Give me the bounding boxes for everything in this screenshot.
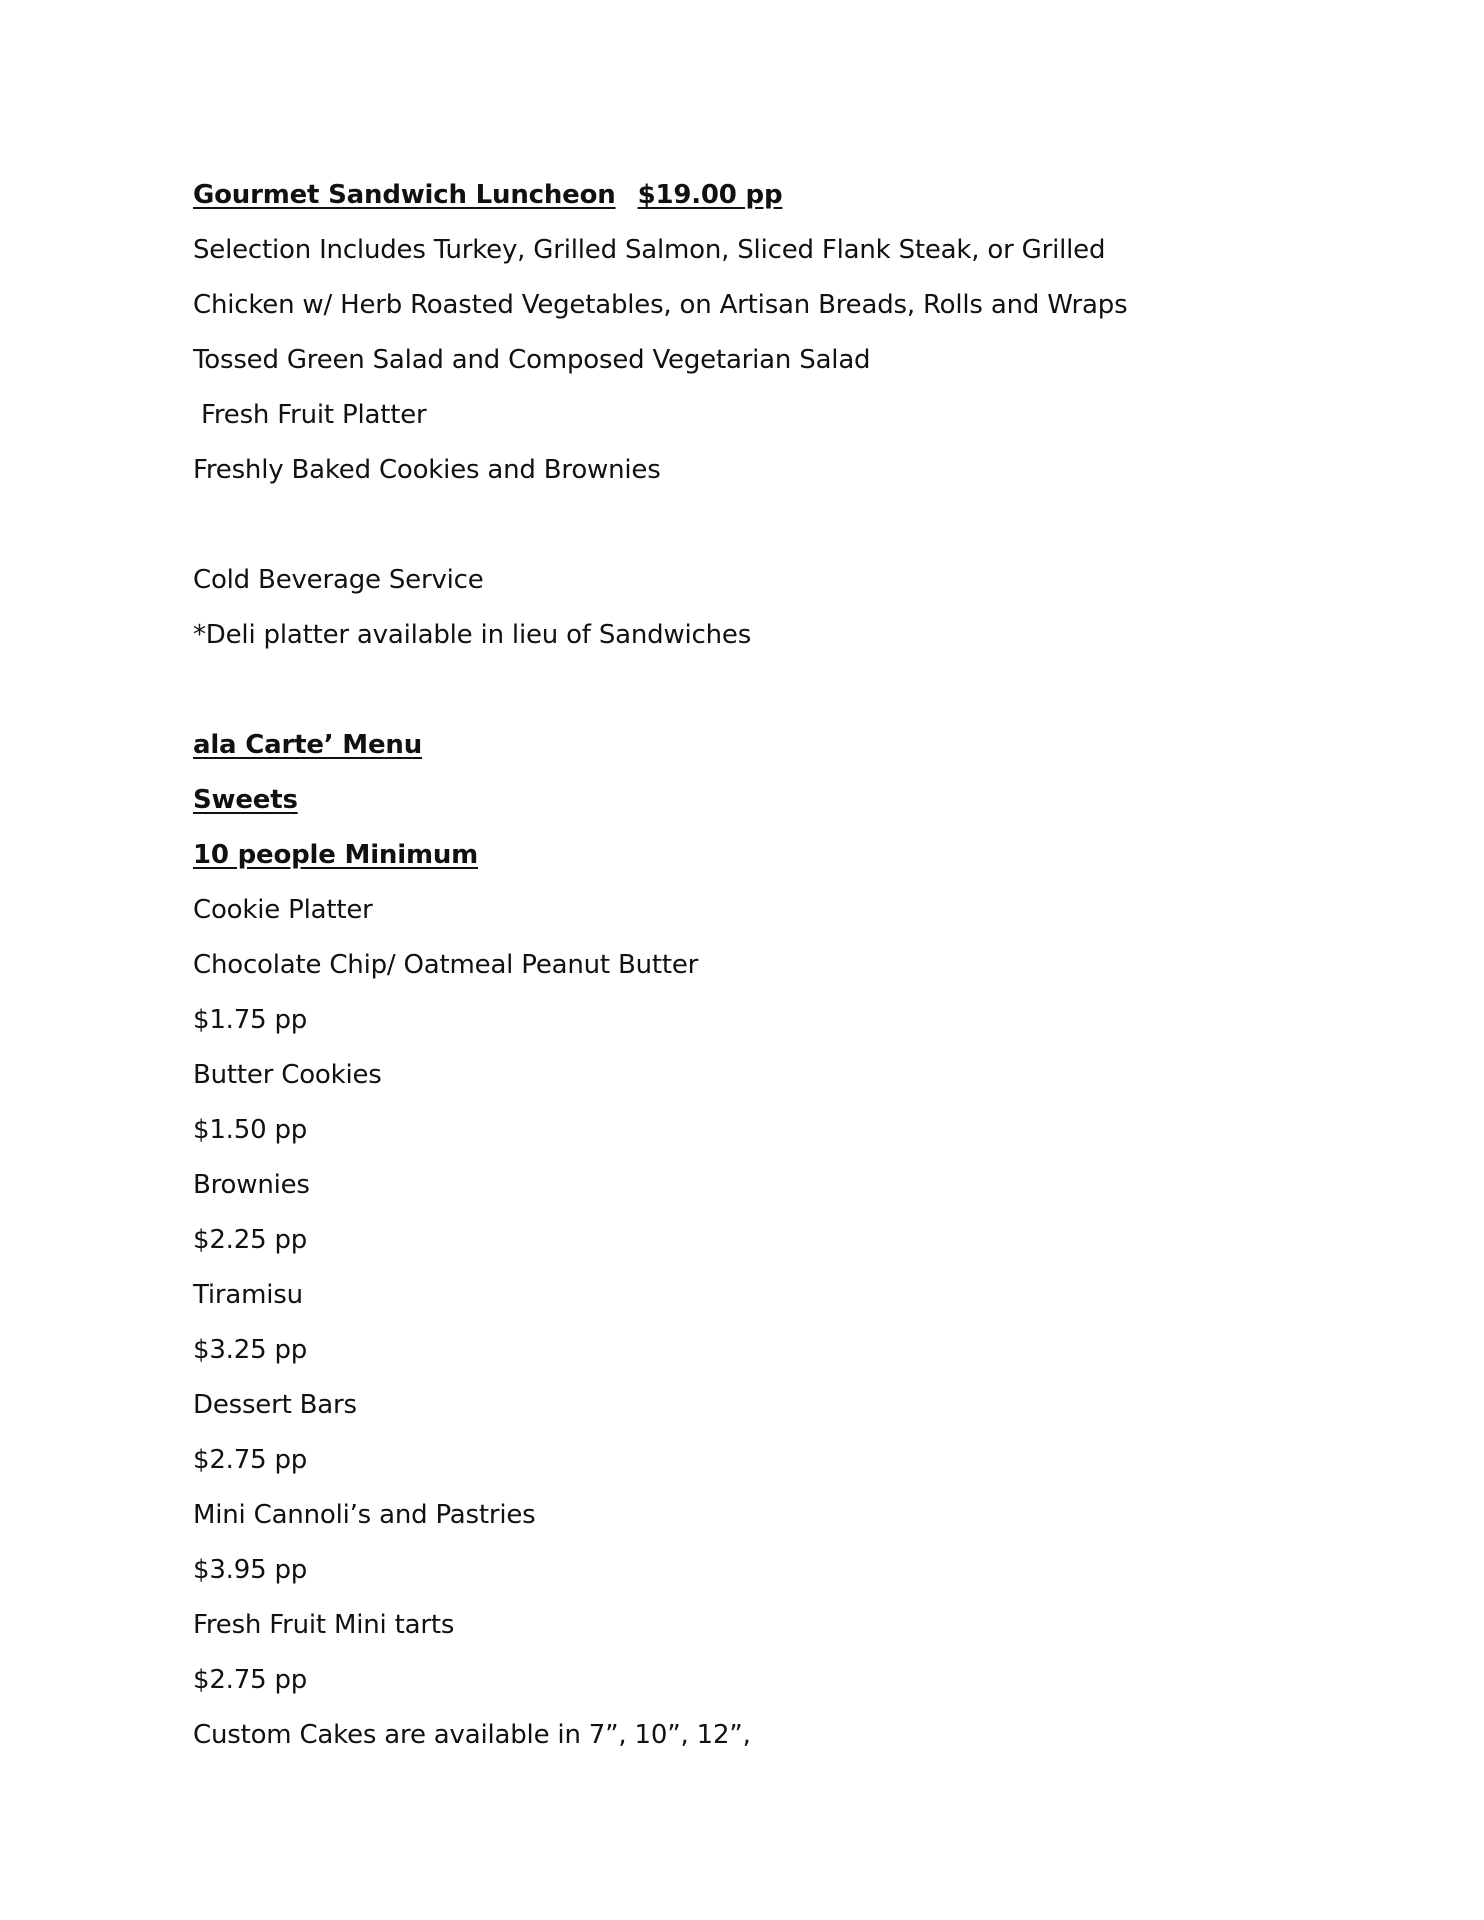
- sweets-heading: Sweets: [193, 785, 298, 815]
- item-name: Butter Cookies: [193, 1060, 382, 1090]
- luncheon-title: Gourmet Sandwich Luncheon: [193, 180, 616, 210]
- item-name: Tiramisu: [193, 1280, 303, 1310]
- item-price: $2.75 pp: [193, 1665, 308, 1695]
- luncheon-line: Fresh Fruit Platter: [201, 400, 427, 430]
- item-name: Fresh Fruit Mini tarts: [193, 1610, 455, 1640]
- luncheon-line: Freshly Baked Cookies and Brownies: [193, 455, 661, 485]
- ala-carte-title: ala Carte’ Menu: [193, 730, 423, 760]
- item-name: Cookie Platter: [193, 895, 373, 925]
- item-price: $1.75 pp: [193, 1005, 308, 1035]
- beverage-line: Cold Beverage Service: [193, 565, 484, 595]
- deli-note: *Deli platter available in lieu of Sandwiches: [193, 620, 752, 650]
- item-name: Dessert Bars: [193, 1390, 357, 1420]
- luncheon-line: Tossed Green Salad and Composed Vegetarian Salad: [193, 345, 871, 375]
- luncheon-line: Selection Includes Turkey, Grilled Salmon, Sliced Flank Steak, or Grilled: [193, 235, 1106, 265]
- item-detail: Chocolate Chip/ Oatmeal Peanut Butter: [193, 950, 699, 980]
- minimum-heading: 10 people Minimum: [193, 840, 479, 870]
- item-price: $2.75 pp: [193, 1445, 308, 1475]
- item-name: Brownies: [193, 1170, 310, 1200]
- item-price: $1.50 pp: [193, 1115, 308, 1145]
- item-price: $3.25 pp: [193, 1335, 308, 1365]
- luncheon-heading: [193, 168, 1343, 223]
- item-name: Mini Cannoli’s and Pastries: [193, 1500, 536, 1530]
- menu-content: [193, 168, 1343, 1763]
- blank-line: [193, 498, 1343, 553]
- luncheon-line: Chicken w/ Herb Roasted Vegetables, on Artisan Breads, Rolls and Wraps: [193, 290, 1128, 320]
- blank-line: [193, 663, 1343, 718]
- item-price: $2.25 pp: [193, 1225, 308, 1255]
- item-price: $3.95 pp: [193, 1555, 308, 1585]
- custom-cakes-line: Custom Cakes are available in 7”, 10”, 12”,: [193, 1720, 751, 1750]
- luncheon-price: $19.00 pp: [637, 180, 783, 210]
